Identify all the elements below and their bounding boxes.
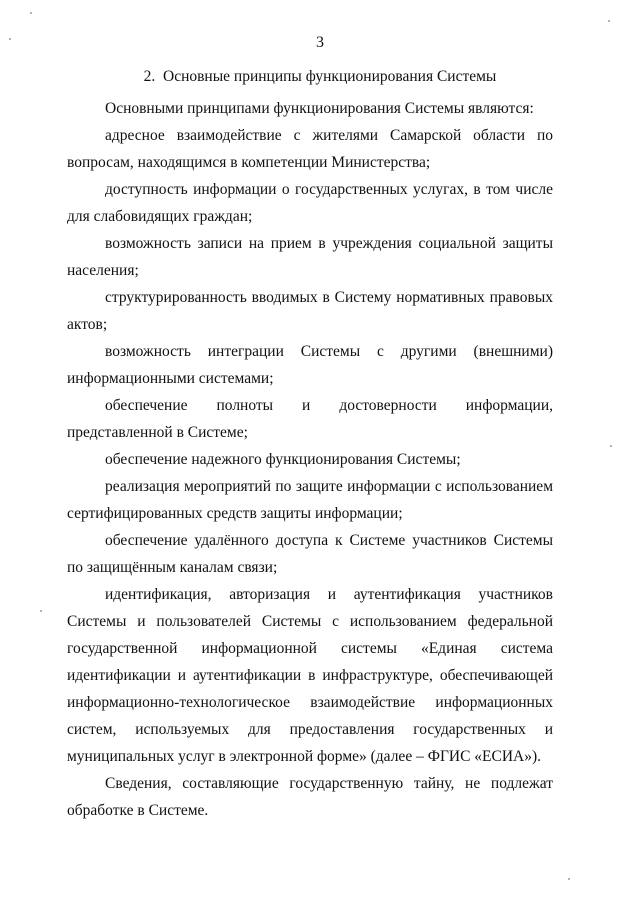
paragraph-principle: обеспечение надежного функционирования Системы; bbox=[105, 451, 461, 468]
paragraph-principle: доступность информации о государственных услугах, в том числе для слабовидящих граждан; bbox=[67, 181, 553, 225]
paragraph-principle: реализация мероприятий по защите информации с использованием сертифицированных средств защиты информации; bbox=[67, 478, 553, 522]
section-heading: 2. Основные принципы функционирования Системы bbox=[143, 68, 497, 85]
paragraph-principle: возможность интеграции Системы с другими (внешними) информационными системами; bbox=[67, 343, 553, 387]
paragraph-principle: обеспечение удалённого доступа к Системе участников Системы по защищённым каналам связи; bbox=[67, 532, 553, 576]
paragraph-closing: Сведения, составляющие государственную тайну, не подлежат обработке в Системе. bbox=[67, 775, 553, 819]
body-text bbox=[67, 95, 553, 824]
scan-speck bbox=[568, 878, 570, 880]
scan-speck bbox=[608, 20, 610, 22]
scan-speck bbox=[40, 610, 42, 612]
paragraph-principle: возможность записи на прием в учреждения социальной защиты населения; bbox=[67, 235, 553, 279]
paragraph-principle: обеспечение полноты и достоверности информации, представленной в Системе; bbox=[67, 397, 553, 441]
scan-speck bbox=[610, 445, 612, 447]
page-number: 3 bbox=[316, 34, 324, 51]
paragraph-principle: адресное взаимодействие с жителями Самарской области по вопросам, находящимся в компетенции Министерства; bbox=[67, 127, 553, 171]
scan-speck bbox=[30, 12, 32, 14]
paragraph-intro: Основными принципами функционирования Системы являются: bbox=[105, 100, 534, 117]
paragraph-principle: идентификация, авторизация и аутентификация участников Системы и пользователей Системы с использованием федеральной государственной информационной системы «Единая система идентификации и аутентификации в инфраструктуре, обеспечивающей информационно-технологическое взаимодействие информационных систем, используемых для предоставления государственных и муниципальных услуг в электронной форме» (далее – ФГИС «ЕСИА»). bbox=[67, 586, 553, 765]
paragraph-principle: структурированность вводимых в Систему нормативных правовых актов; bbox=[67, 289, 553, 333]
scan-speck bbox=[9, 38, 11, 40]
